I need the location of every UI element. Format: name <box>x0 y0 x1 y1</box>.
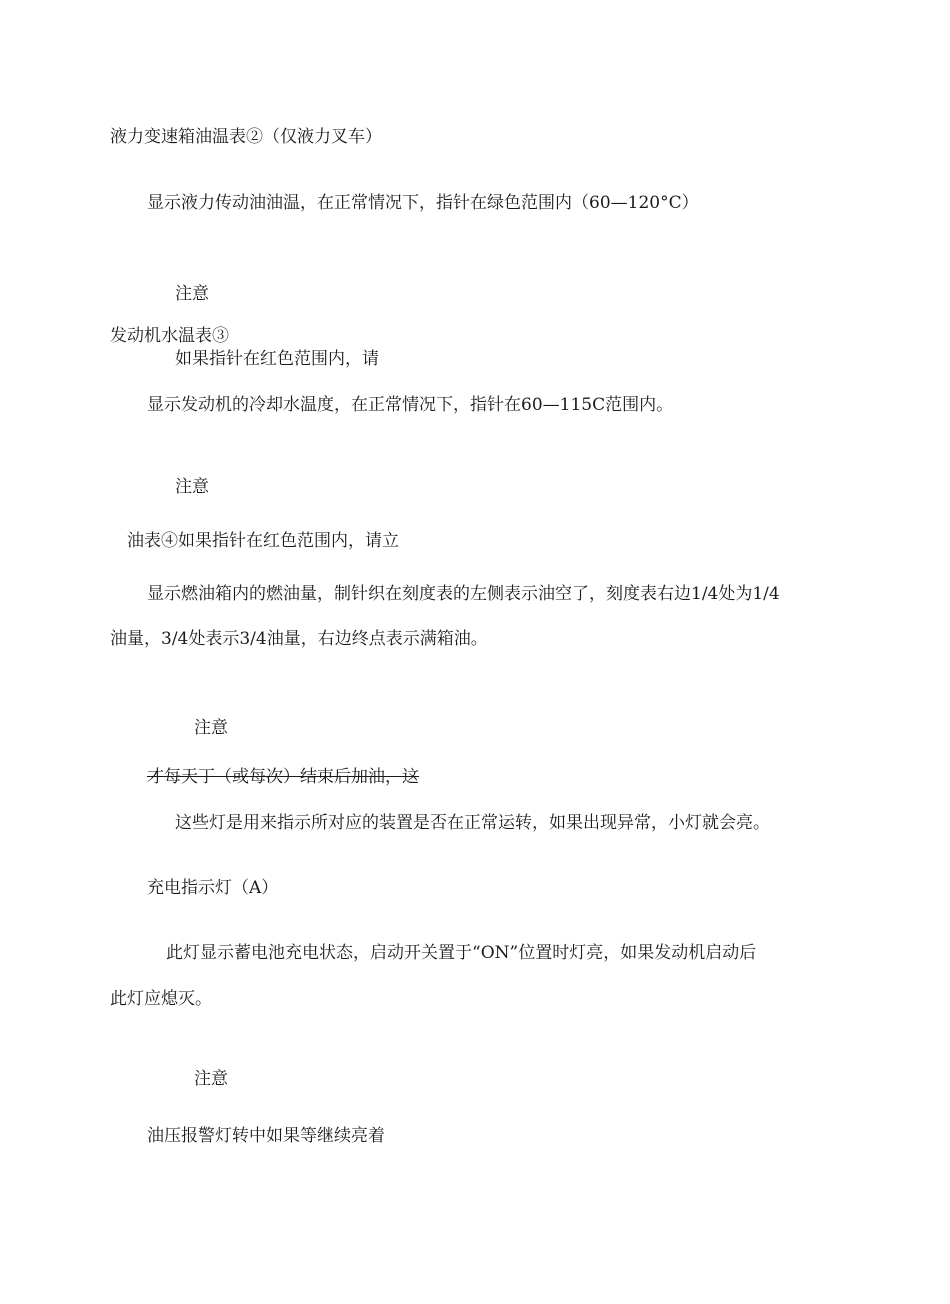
note-label: 注意 <box>175 477 209 497</box>
heading-charge-indicator: 充电指示灯（A） <box>147 878 279 898</box>
paragraph-engine-water-temp: 显示发动机的冷却水温度，在正常情况下，指针在60—115C范围内。 <box>147 395 674 415</box>
note-label: 注意 <box>194 1069 228 1089</box>
paragraph-indicator-lights: 这些灯是用来指示所对应的装置是否在正常运转，如果出现异常，小灯就会亮。 <box>175 813 770 833</box>
heading-fuel-gauge: 油表④如果指针在红色范围内，请立 <box>127 531 399 551</box>
paragraph-charge-indicator-line1: 此灯显示蓄电池充电状态，启动开关置于“ON”位置时灯亮，如果发动机启动后 <box>166 943 757 963</box>
heading-engine-water-temp-gauge: 发动机水温表③ <box>110 326 229 346</box>
note-label: 注意 <box>175 284 209 304</box>
heading-hydraulic-oil-temp-gauge: 液力变速箱油温表②（仅液力叉车） <box>110 127 382 147</box>
struck-through-text: 才每天丁（或每次）结束后加油，这 <box>147 767 419 787</box>
paragraph-fuel-gauge-line2: 油量，3/4处表示3/4油量，右边终点表示满箱油。 <box>110 629 488 649</box>
paragraph-fuel-gauge-line1: 显示燃油箱内的燃油量，制针织在刻度表的左侧表示油空了，刻度表右边1/4处为1/4 <box>147 584 780 604</box>
note-label: 注意 <box>194 718 228 738</box>
heading-oil-pressure-warning: 油压报警灯转中如果等继续亮着 <box>147 1126 385 1146</box>
note-text: 如果指针在红色范围内，请 <box>175 349 379 369</box>
paragraph-hydraulic-oil-temp: 显示液力传动油油温，在正常情况下，指针在绿色范围内（60—120°C） <box>147 193 699 213</box>
paragraph-charge-indicator-line2: 此灯应熄灭。 <box>110 989 212 1009</box>
